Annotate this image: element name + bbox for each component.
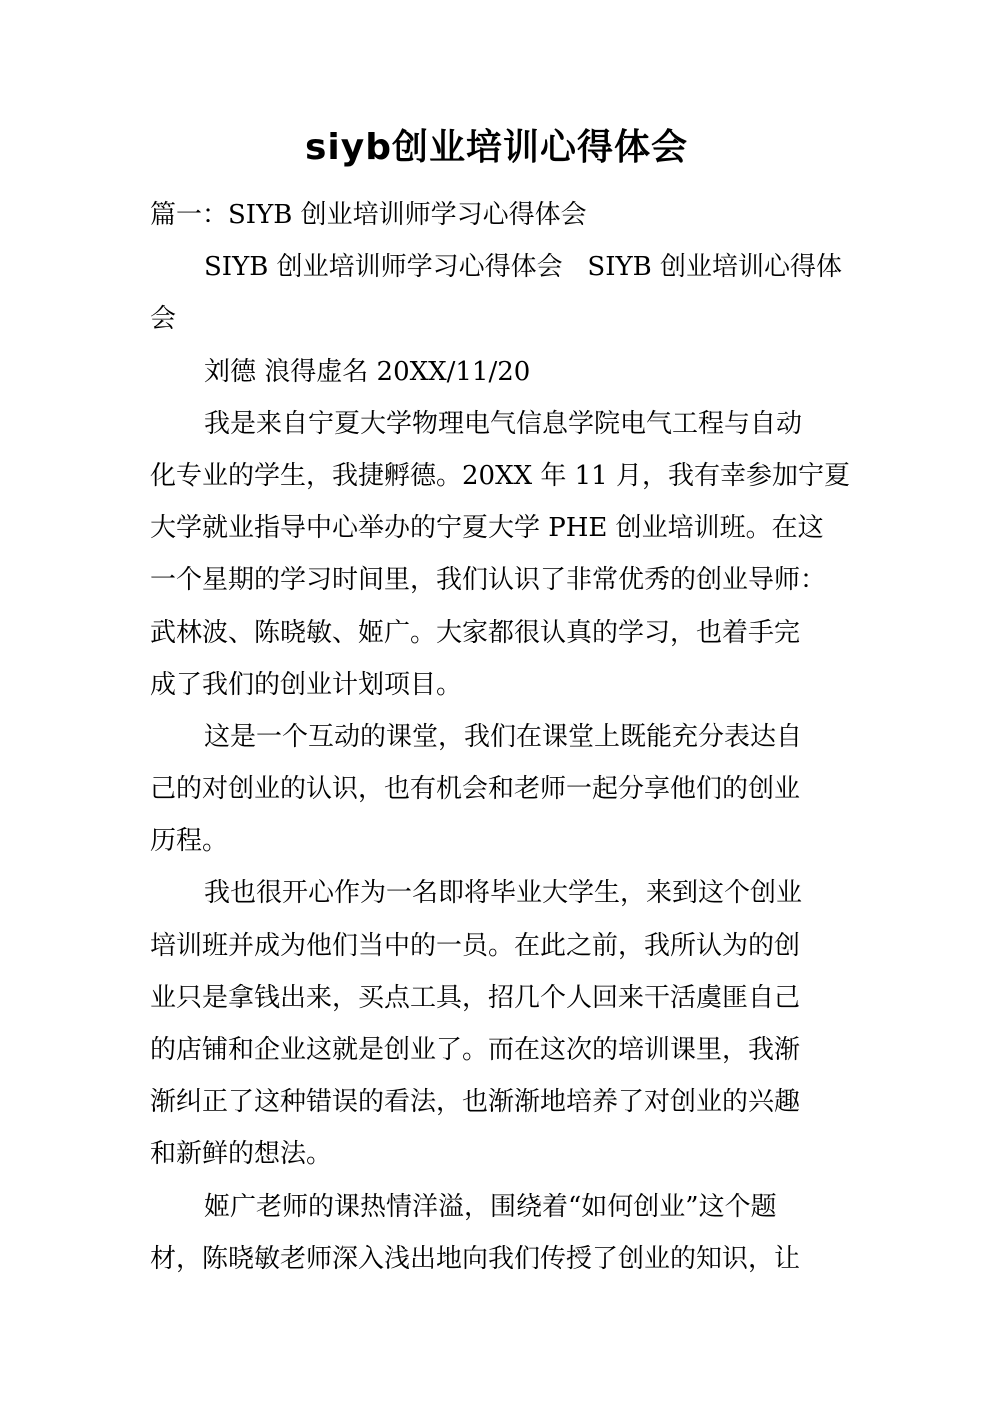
text-line: 的店铺和企业这就是创业了。而在这次的培训课里，我渐 (150, 1035, 801, 1065)
text-line: SIYB 创业培训师学习心得体会 SIYB 创业培训心得体 (204, 252, 843, 283)
text-line: 和新鲜的想法。 (150, 1139, 333, 1170)
text-line: 我是来自宁夏大学物理电气信息学院电气工程与自动 (204, 408, 803, 439)
section-heading: 篇一：SIYB 创业培训师学习心得体会 (150, 200, 587, 230)
text-line: 我也很开心作为一名即将毕业大学生，来到这个创业 (204, 878, 803, 909)
text-line: 一个星期的学习时间里，我们认识了非常优秀的创业导师： (150, 565, 827, 596)
text-line: 渐纠正了这种错误的看法，也渐渐地培养了对创业的兴趣 (150, 1087, 801, 1118)
text-line: 己的对创业的认识，也有机会和老师一起分享他们的创业 (150, 774, 801, 805)
text-line: 培训班并成为他们当中的一员。在此之前，我所认为的创 (150, 930, 801, 961)
text-line: 业只是拿钱出来，买点工具，招几个人回来干活虞匪自己 (150, 982, 801, 1013)
text-line: 化专业的学生，我捷孵德。20XX 年 11 月，我有幸参加宁夏 (150, 460, 850, 491)
text-line: 姬广老师的课热情洋溢，围绕着“如何创业”这个题 (204, 1191, 777, 1222)
text-line: 大学就业指导中心举办的宁夏大学 PHE 创业培训班。在这 (150, 513, 824, 544)
text-line: 刘德 浪得虚名 20XX/11/20 (204, 356, 531, 387)
text-line: 成了我们的创业计划项目。 (150, 669, 463, 700)
text-line: 武林波、陈晓敏、姬广。大家都很认真的学习，也着手完 (150, 617, 801, 648)
document-title: siyb创业培训心得体会 (304, 127, 688, 168)
text-line: 历程。 (150, 826, 229, 857)
text-line: 材，陈晓敏老师深入浅出地向我们传授了创业的知识，让 (150, 1243, 801, 1274)
text-line: 会 (150, 304, 177, 335)
document-body (150, 189, 850, 1285)
text-line: 这是一个互动的课堂，我们在课堂上既能充分表达自 (204, 721, 803, 752)
